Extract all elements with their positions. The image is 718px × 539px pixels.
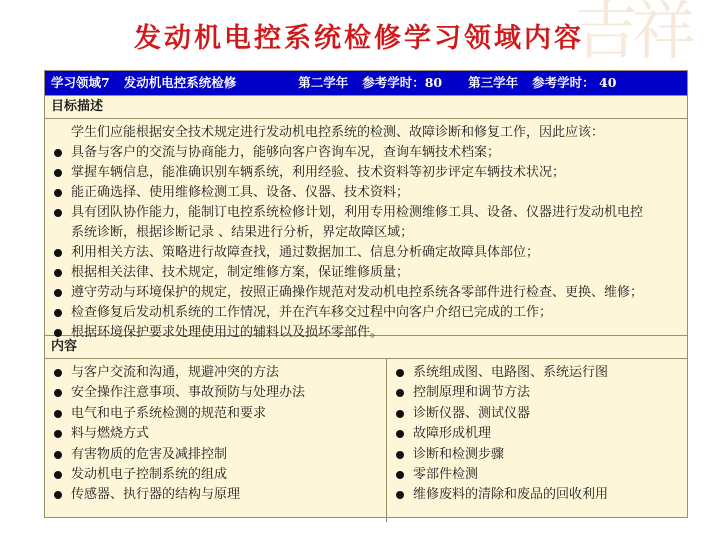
goal-item: 掌握车辆信息，能准确识别车辆系统，利用经验、技术资料等初步评定车辆技术状况；	[51, 163, 681, 183]
goal-item: 遵守劳动与环境保护的规定，按照正确操作规范对发动机电控系统各零部件进行检查、更换、维修；	[51, 283, 681, 303]
content-item: 与客户交流和沟通，规避冲突的方法	[51, 363, 380, 383]
watermark-text: 吉祥	[574, 0, 690, 69]
course-name: 发动机电控系统检修	[123, 75, 237, 90]
content-item: 维修废料的清除和废品的回收利用	[393, 485, 681, 505]
goal-item: 根据相关法律、技术规定，制定维修方案，保证维修质量；	[51, 263, 681, 283]
goal-item: 检查修复后发动机系统的工作情况，并在汽车移交过程中向客户介绍已完成的工作；	[51, 303, 681, 323]
hours2-label: 参考学时：80	[362, 75, 443, 90]
content-item: 故障形成机理	[393, 424, 681, 444]
goal-item-text: 具有团队协作能力，能制订电控系统检修计划，利用专用检测维修工具、设备、仪器进行发动机电控	[71, 205, 644, 220]
content-item: 诊断仪器、测试仪器	[393, 404, 681, 424]
content-item: 电气和电子系统检测的规范和要求	[51, 404, 380, 424]
content-heading: 内容	[45, 335, 687, 359]
content-item: 系统组成图、电路图、系统运行图	[393, 363, 681, 383]
course-table	[44, 70, 688, 518]
content-item: 发动机电子控制系统的组成	[51, 465, 380, 485]
hours3-label: 参考学时： 40	[532, 75, 617, 90]
goals-intro: 学生们应能根据安全技术规定进行发动机电控系统的检测、故障诊断和修复工作，因此应该：	[71, 125, 605, 140]
content-item: 有害物质的危害及减排控制	[51, 445, 380, 465]
content-item: 安全操作注意事项、事故预防与处理办法	[51, 383, 380, 403]
content-item: 控制原理和调节方法	[393, 383, 681, 403]
page-title: 发动机电控系统检修学习领域内容	[134, 23, 584, 54]
goal-item-continuation: 系统诊断，根据诊断记录 、结果进行分析，界定故障区域；	[71, 225, 414, 240]
goal-item: 具备与客户的交流与协商能力，能够向客户咨询车况，查询车辆技术档案；	[51, 143, 681, 163]
goals-heading: 目标描述	[45, 95, 687, 119]
content-right-column	[387, 359, 687, 522]
content-item: 零部件检测	[393, 465, 681, 485]
goal-item	[51, 203, 681, 243]
field-label: 学习领域7	[51, 75, 110, 90]
goal-item: 利用相关方法、策略进行故障查找，通过数据加工、信息分析确定故障具体部位；	[51, 243, 681, 263]
content-left-column	[45, 359, 387, 522]
goals-section	[45, 119, 687, 340]
content-columns	[45, 359, 687, 522]
goal-item: 能正确选择、使用维修检测工具、设备、仪器、技术资料；	[51, 183, 681, 203]
content-item: 诊断和检测步骤	[393, 445, 681, 465]
year2-label: 第二学年	[298, 75, 349, 90]
goals-list	[51, 143, 681, 343]
course-header	[45, 71, 687, 95]
goal-item: 根据环境保护要求处理使用过的辅料以及损坏零部件。	[51, 323, 681, 343]
content-item: 料与燃烧方式	[51, 424, 380, 444]
content-item: 传感器、执行器的结构与原理	[51, 485, 380, 505]
year3-label: 第三学年	[468, 75, 519, 90]
